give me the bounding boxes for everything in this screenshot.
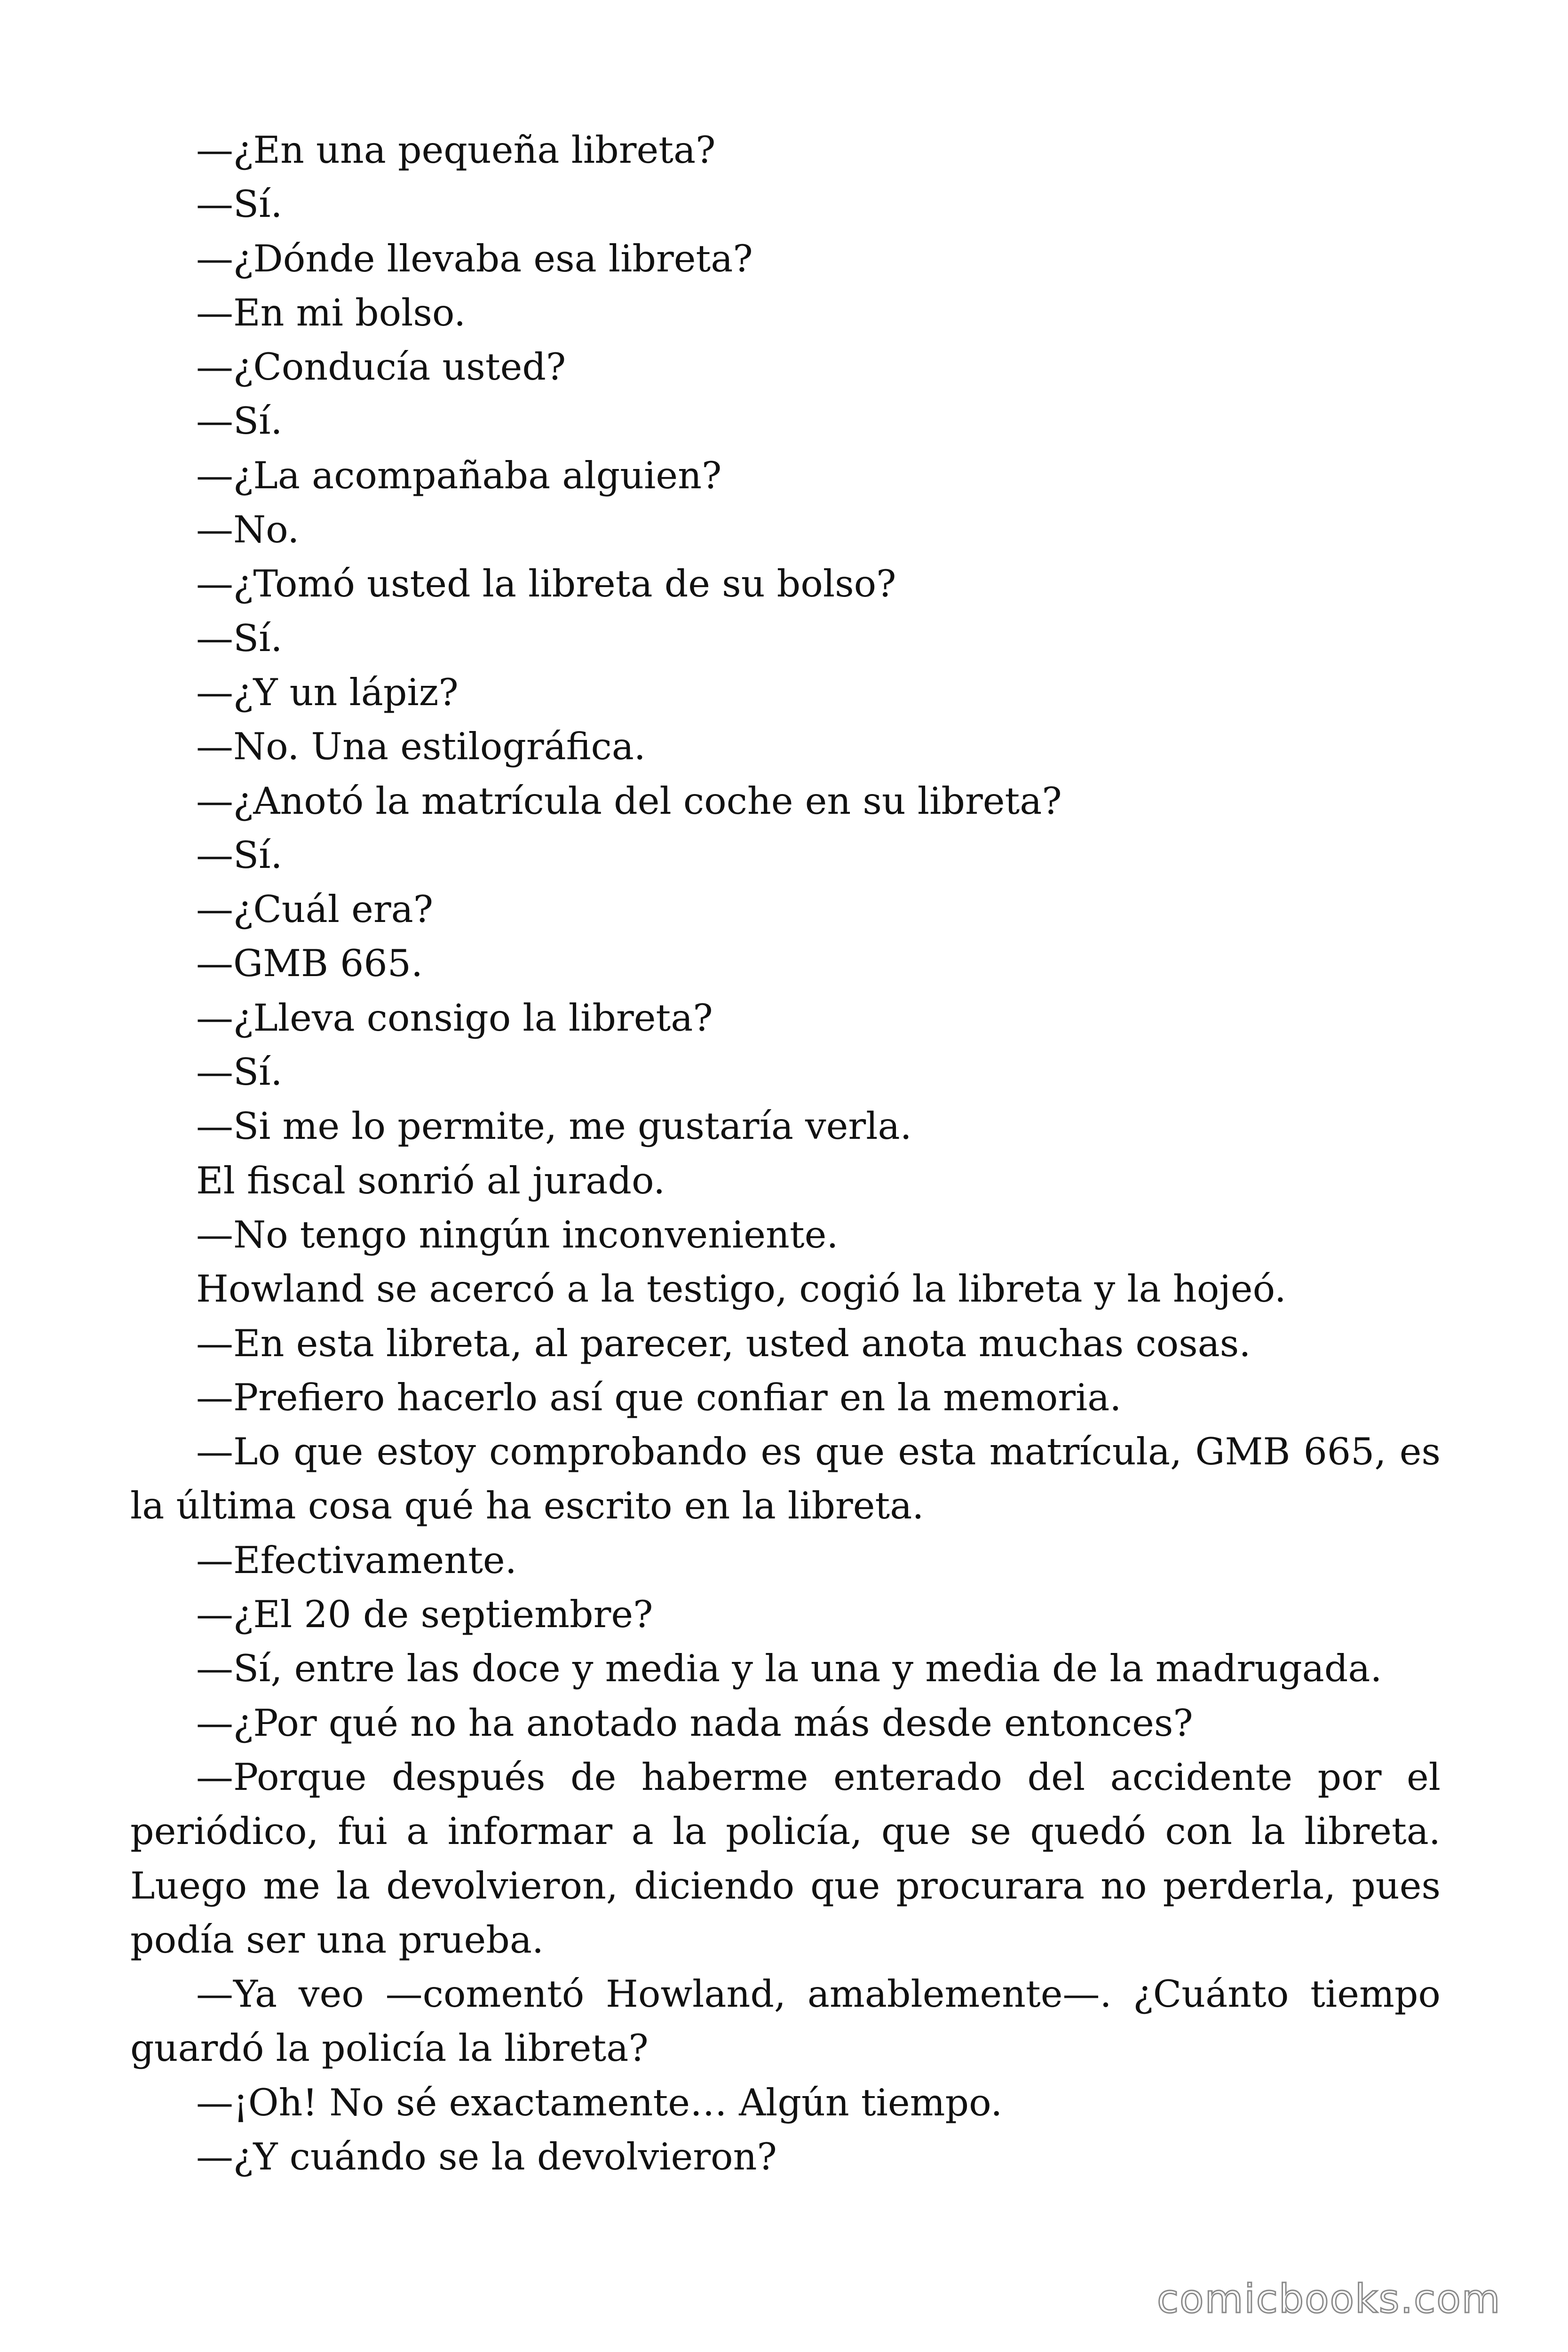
paragraph: —¿Y un lápiz? [196, 670, 459, 714]
paragraph: —No tengo ningún inconveniente. [196, 1213, 839, 1256]
paragraph: —En esta libreta, al parecer, usted anota muchas cosas. [196, 1321, 1251, 1365]
paragraph: —¿En una pequeña libreta? [196, 128, 716, 172]
paragraph: —Prefiero hacerlo así que confiar en la memoria. [196, 1375, 1122, 1419]
paragraph: —¿Conducía usted? [196, 345, 566, 389]
paragraph: —¿Lleva consigo la libreta? [196, 996, 713, 1040]
paragraph: —GMB 665. [196, 942, 423, 985]
paragraph: —En mi bolso. [196, 291, 466, 334]
paragraph: —Sí. [196, 183, 283, 226]
paragraph: —Sí. [196, 833, 283, 877]
paragraph: —¿Por qué no ha anotado nada más desde entonces? [196, 1701, 1193, 1745]
paragraph: —Sí. [196, 1050, 283, 1094]
paragraph: —Sí, entre las doce y media y la una y media de la madrugada. [196, 1647, 1382, 1691]
paragraph: El fiscal sonrió al jurado. [196, 1159, 665, 1202]
paragraph: —¿Cuál era? [196, 888, 434, 931]
paragraph: —¡Oh! No sé exactamente… Algún tiempo. [196, 2081, 1003, 2124]
paragraph: —No. [196, 508, 300, 552]
paragraph: —Efectivamente. [196, 1538, 517, 1582]
paragraph: —¿Tomó usted la libreta de su bolso? [196, 562, 896, 606]
site-watermark: comicbooks.com [1157, 2276, 1501, 2322]
body-text [130, 123, 1441, 2184]
paragraph: —¿El 20 de septiembre? [196, 1593, 653, 1637]
paragraph: —Sí. [196, 399, 283, 443]
paragraph: —¿Anotó la matrícula del coche en su libreta? [196, 779, 1062, 823]
paragraph: —¿Dónde llevaba esa libreta? [196, 237, 753, 280]
paragraph: —Lo que estoy comprobando es que esta matrícula, GMB 665, es la última cosa qué ha escrito en la libreta. [130, 1430, 1441, 1528]
paragraph: —Ya veo —comentó Howland, amablemente—. ¿Cuánto tiempo guardó la policía la libreta? [130, 1972, 1441, 2070]
paragraph: —Porque después de haberme enterado del accidente por el periódico, fui a informar a la policía, que se quedó con la libreta. Luego me la devolvieron, diciendo que procurara no perderla, pues podía ser una prueba. [130, 1755, 1441, 1962]
paragraph: —¿La acompañaba alguien? [196, 453, 722, 497]
paragraph: —No. Una estilográfica. [196, 725, 646, 769]
paragraph: —Sí. [196, 616, 283, 660]
paragraph: —¿Y cuándo se la devolvieron? [196, 2135, 777, 2178]
paragraph: Howland se acercó a la testigo, cogió la libreta y la hojeó. [196, 1267, 1286, 1311]
paragraph: —Si me lo permite, me gustaría verla. [196, 1104, 912, 1148]
